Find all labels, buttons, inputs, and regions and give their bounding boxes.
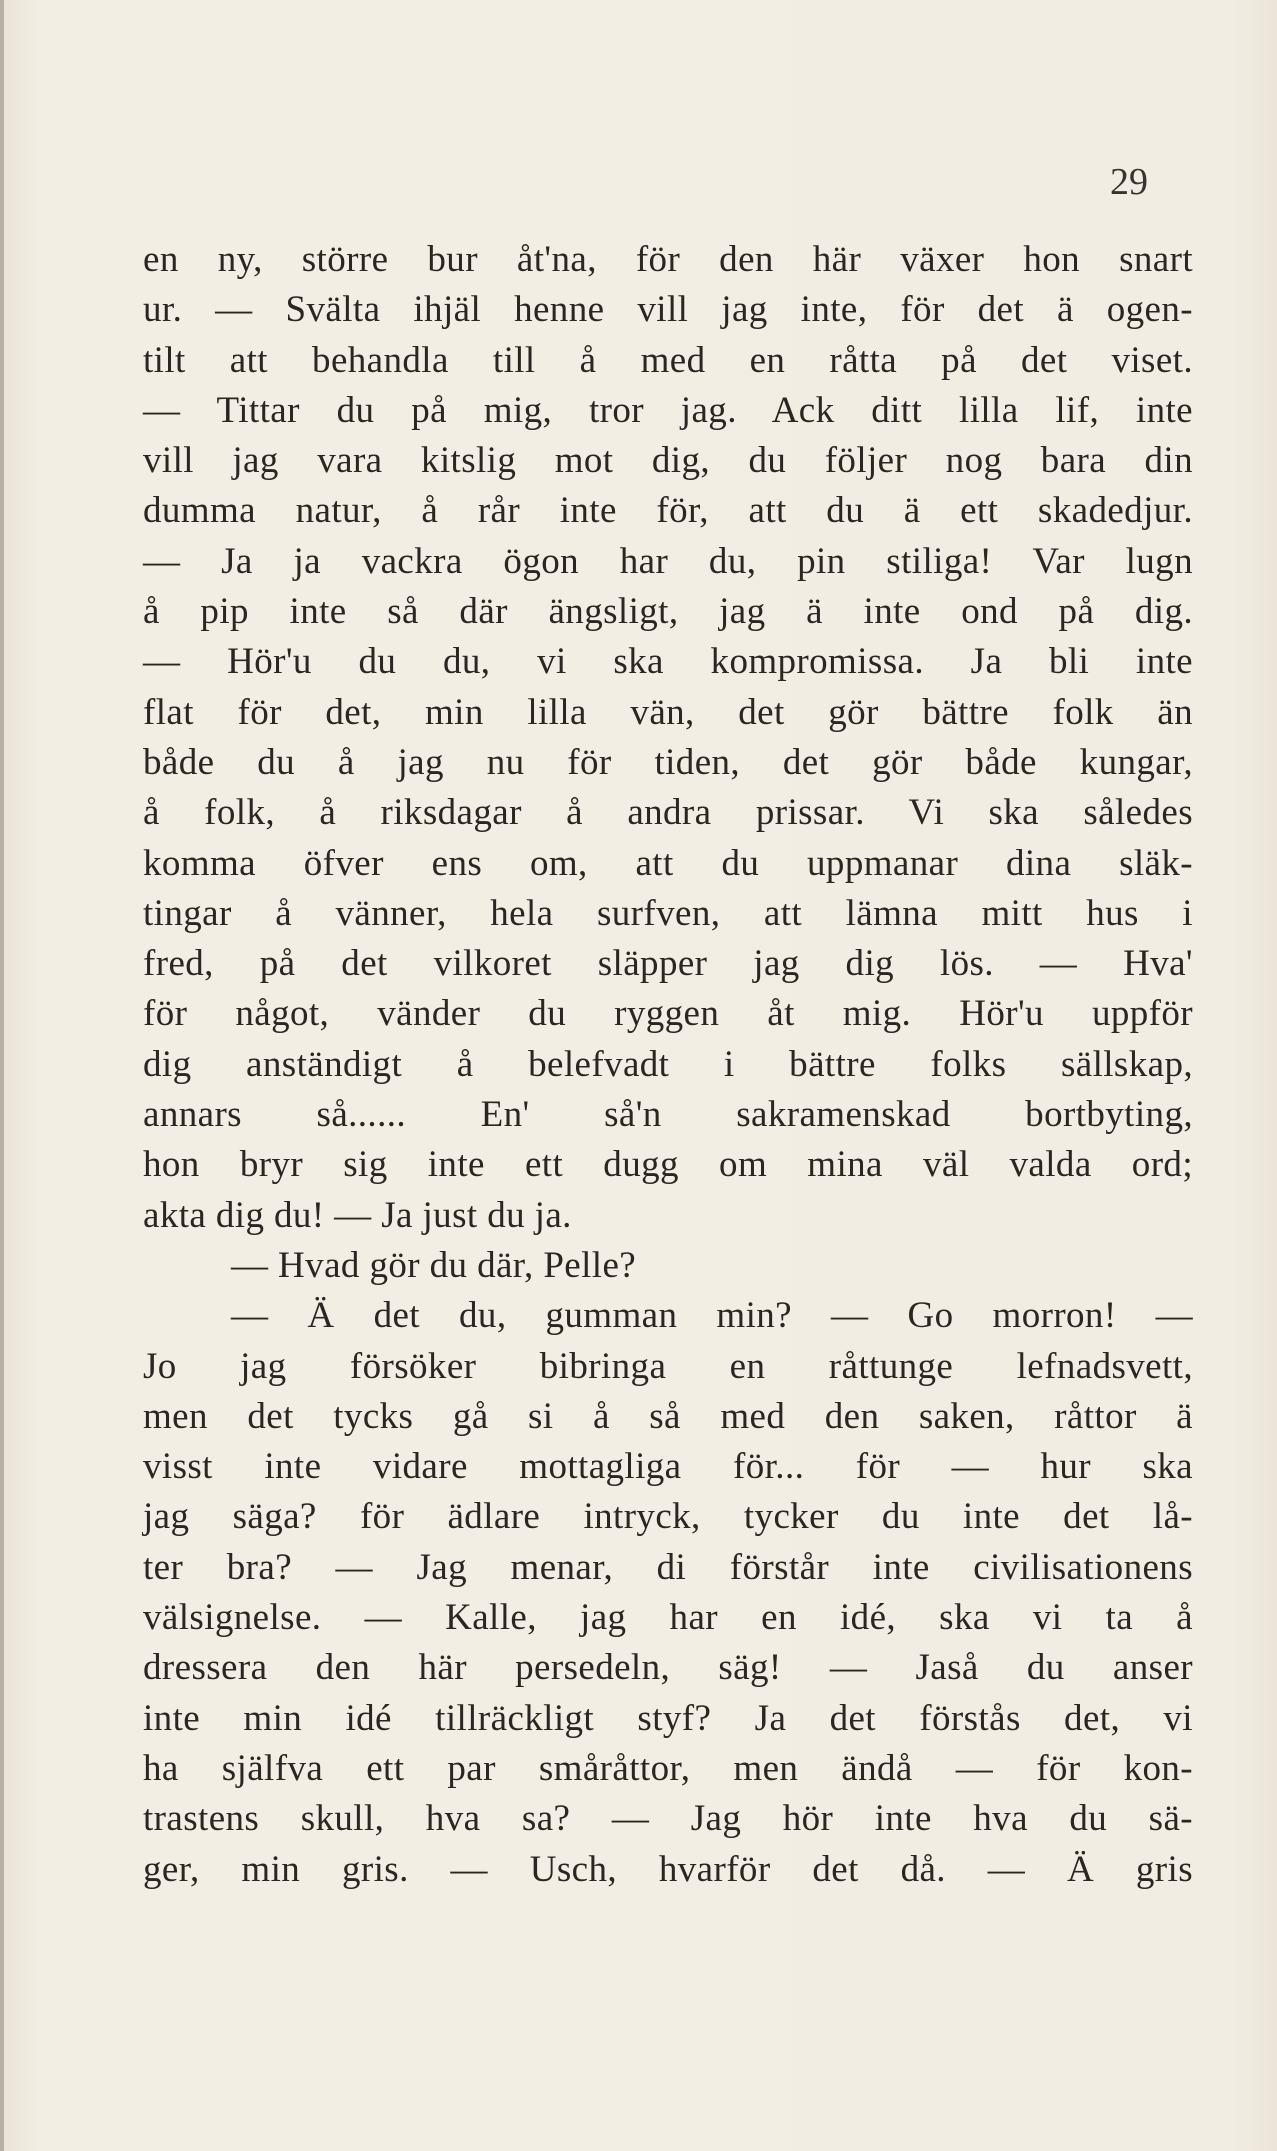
text-line: å pip inte så där ängsligt, jag ä inte ond på dig. [143, 591, 1193, 633]
text-line: Jo jag försöker bibringa en råttunge lefnadsvett, [143, 1345, 1193, 1387]
text-line: flat för det, min lilla vän, det gör bättre folk än [143, 691, 1193, 733]
text-line: — Tittar du på mig, tror jag. Ack ditt lilla lif, inte [143, 389, 1193, 431]
text-line: vill jag vara kitslig mot dig, du följer nog bara din [143, 440, 1193, 482]
text-line: en ny, större bur åt'na, för den här växer hon snart [143, 239, 1193, 280]
text-line: — Ä det du, gumman min? — Go morron! — [231, 1295, 1193, 1337]
text-line: fred, på det vilkoret släpper jag dig lös. — Hva' [143, 943, 1193, 985]
text-line: för något, vänder du ryggen åt mig. Hör'u uppför [143, 993, 1193, 1035]
body-text [143, 235, 1193, 1895]
text-line: ger, min gris. — Usch, hvarför det då. — Ä gris [143, 1848, 1193, 1890]
text-line: annars så...... En' så'n sakramenskad bortbyting, [143, 1094, 1193, 1136]
text-line: ter bra? — Jag menar, di förstår inte civilisationens [143, 1546, 1193, 1588]
text-line: — Ja ja vackra ögon har du, pin stiliga! Var lugn [143, 540, 1193, 582]
text-line: å folk, å riksdagar å andra prissar. Vi ska således [143, 792, 1193, 834]
text-line: ha själfva ett par småråttor, men ändå — för kon- [143, 1747, 1193, 1789]
text-line: dig anständigt å belefvadt i bättre folks sällskap, [143, 1043, 1193, 1085]
text-line: välsignelse. — Kalle, jag har en idé, ska vi ta å [143, 1597, 1193, 1639]
text-line: jag säga? för ädlare intryck, tycker du inte det lå- [143, 1496, 1193, 1538]
text-line: tingar å vänner, hela surfven, att lämna mitt hus i [143, 892, 1193, 934]
text-line: både du å jag nu för tiden, det gör både kungar, [143, 741, 1193, 783]
text-line: — Hör'u du du, vi ska kompromissa. Ja bli inte [143, 641, 1193, 683]
text-line: inte min idé tillräckligt styf? Ja det förstås det, vi [143, 1697, 1193, 1739]
page-edge [0, 0, 4, 2151]
text-line: trastens skull, hva sa? — Jag hör inte hva du sä- [143, 1798, 1193, 1840]
text-line: hon bryr sig inte ett dugg om mina väl valda ord; [143, 1144, 1193, 1186]
text-line: komma öfver ens om, att du uppmanar dina släk- [143, 842, 1193, 884]
text-line: akta dig du! — Ja just du ja. [143, 1194, 572, 1236]
text-line: — Hvad gör du där, Pelle? [231, 1244, 637, 1286]
text-line: dumma natur, å rår inte för, att du ä ett skadedjur. [143, 490, 1193, 532]
text-line: visst inte vidare mottagliga för... för — hur ska [143, 1446, 1193, 1488]
page-number: 29 [1110, 161, 1148, 203]
text-line: ur. — Svälta ihjäl henne vill jag inte, för det ä ogen- [143, 289, 1193, 331]
text-line: men det tycks gå si å så med den saken, råttor ä [143, 1395, 1193, 1437]
text-line: dressera den här persedeln, säg! — Jaså du anser [143, 1647, 1193, 1689]
text-line: tilt att behandla till å med en råtta på det viset. [143, 339, 1193, 381]
